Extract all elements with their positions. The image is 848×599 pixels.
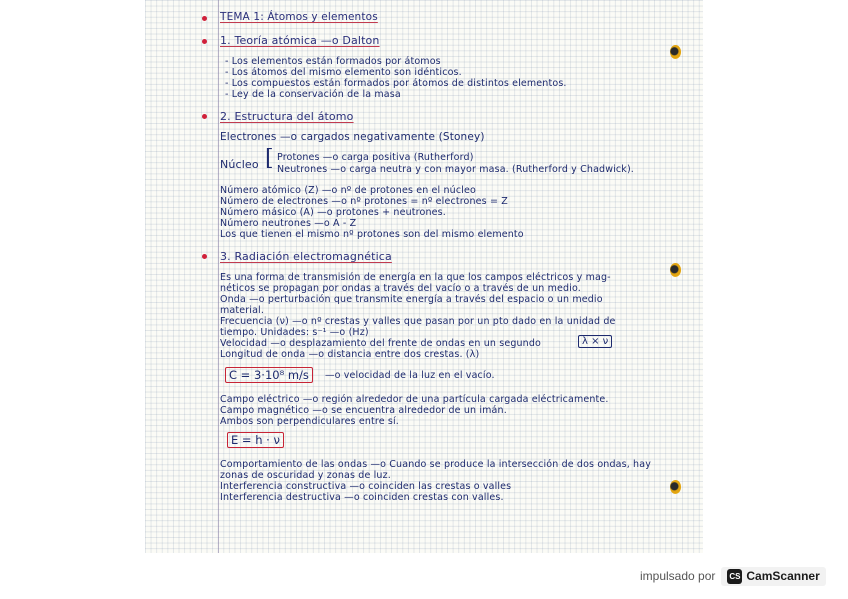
constructive-interference-line: Interferencia constructiva —o coinciden las crestas o valles bbox=[220, 481, 512, 492]
neutrons-line: Neutrones —o carga neutra y con mayor masa. (Rutherford y Chadwick). bbox=[277, 164, 634, 175]
camscanner-brand: CamScanner bbox=[746, 569, 820, 583]
magnetic-field-line: Campo magnético —o se encuentra alrededor de un imán. bbox=[220, 405, 507, 416]
topic-title: TEMA 1: Átomos y elementos bbox=[220, 11, 378, 23]
bullet-dot-icon bbox=[202, 39, 207, 44]
binder-hole-icon bbox=[670, 480, 681, 494]
section-title-dalton: 1. Teoría atómica —o Dalton bbox=[220, 34, 380, 47]
dalton-postulate: - Los átomos del mismo elemento son idénticos. bbox=[225, 67, 462, 78]
radiation-text: material. bbox=[220, 305, 265, 316]
camscanner-logo-icon: CS bbox=[727, 569, 742, 584]
bullet-dot-icon bbox=[202, 254, 207, 259]
speed-of-light-description: —o velocidad de la luz en el vacío. bbox=[325, 370, 495, 381]
dalton-postulate: - Los compuestos están formados por átomos de distintos elementos. bbox=[225, 78, 567, 89]
binder-hole-icon bbox=[670, 45, 681, 59]
electron-number-line: Número de electrones —o nº protones = nº electrones = Z bbox=[220, 196, 508, 207]
radiation-text: Es una forma de transmisión de energía en la que los campos eléctricos y mag- bbox=[220, 272, 611, 283]
notebook-page bbox=[145, 0, 703, 553]
dalton-postulate: - Los elementos están formados por átomos bbox=[225, 56, 441, 67]
binder-hole-icon bbox=[670, 263, 681, 277]
scanner-watermark bbox=[640, 566, 826, 586]
margin-line bbox=[218, 0, 219, 553]
nucleus-label: Núcleo bbox=[220, 158, 259, 171]
electrons-line: Electrones —o cargados negativamente (Stoney) bbox=[220, 131, 485, 143]
isotope-line: Los que tienen el mismo nº protones son del mismo elemento bbox=[220, 229, 524, 240]
destructive-interference-line: Interferencia destructiva —o coinciden crestas con valles. bbox=[220, 492, 504, 503]
powered-by-text: impulsado por bbox=[640, 569, 716, 583]
neutron-number-line: Número neutrones —o A - Z bbox=[220, 218, 357, 229]
wavelength-line: Longitud de onda —o distancia entre dos crestas. (λ) bbox=[220, 349, 480, 360]
electric-field-line: Campo eléctrico —o región alrededor de una partícula cargada eléctricamente. bbox=[220, 394, 609, 405]
speed-of-light-formula-box: C = 3·10⁸ m/s bbox=[225, 367, 313, 383]
dalton-postulate: - Ley de la conservación de la masa bbox=[225, 89, 401, 100]
camscanner-badge bbox=[721, 567, 825, 586]
section-title-structure: 2. Estructura del átomo bbox=[220, 110, 354, 123]
perpendicular-line: Ambos son perpendiculares entre sí. bbox=[220, 416, 399, 427]
mass-number-line: Número másico (A) —o protones + neutrones. bbox=[220, 207, 446, 218]
wave-behavior-line: zonas de oscuridad y zonas de luz. bbox=[220, 470, 391, 481]
velocity-formula-box: λ × ν bbox=[578, 335, 612, 348]
bullet-dot-icon bbox=[202, 16, 207, 21]
frequency-units-line: tiempo. Unidades: s⁻¹ —o (Hz) bbox=[220, 327, 369, 338]
atomic-number-line: Número atómico (Z) —o nº de protones en el núcleo bbox=[220, 185, 476, 196]
section-title-radiation: 3. Radiación electromagnética bbox=[220, 250, 392, 263]
bullet-dot-icon bbox=[202, 114, 207, 119]
energy-formula-box: E = h · ν bbox=[227, 432, 284, 448]
frequency-line: Frecuencia (ν) —o nº crestas y valles que pasan por un pto dado en la unidad de bbox=[220, 316, 616, 327]
bracket-icon: [ bbox=[265, 146, 274, 171]
radiation-text: Onda —o perturbación que transmite energía a través del espacio o un medio bbox=[220, 294, 603, 305]
velocity-line: Velocidad —o desplazamiento del frente de ondas en un segundo bbox=[220, 338, 541, 349]
radiation-text: néticos se propagan por ondas a través del vacío o a través de un medio. bbox=[220, 283, 581, 294]
wave-behavior-line: Comportamiento de las ondas —o Cuando se produce la intersección de dos ondas, hay bbox=[220, 459, 651, 470]
protons-line: Protones —o carga positiva (Rutherford) bbox=[277, 152, 474, 163]
